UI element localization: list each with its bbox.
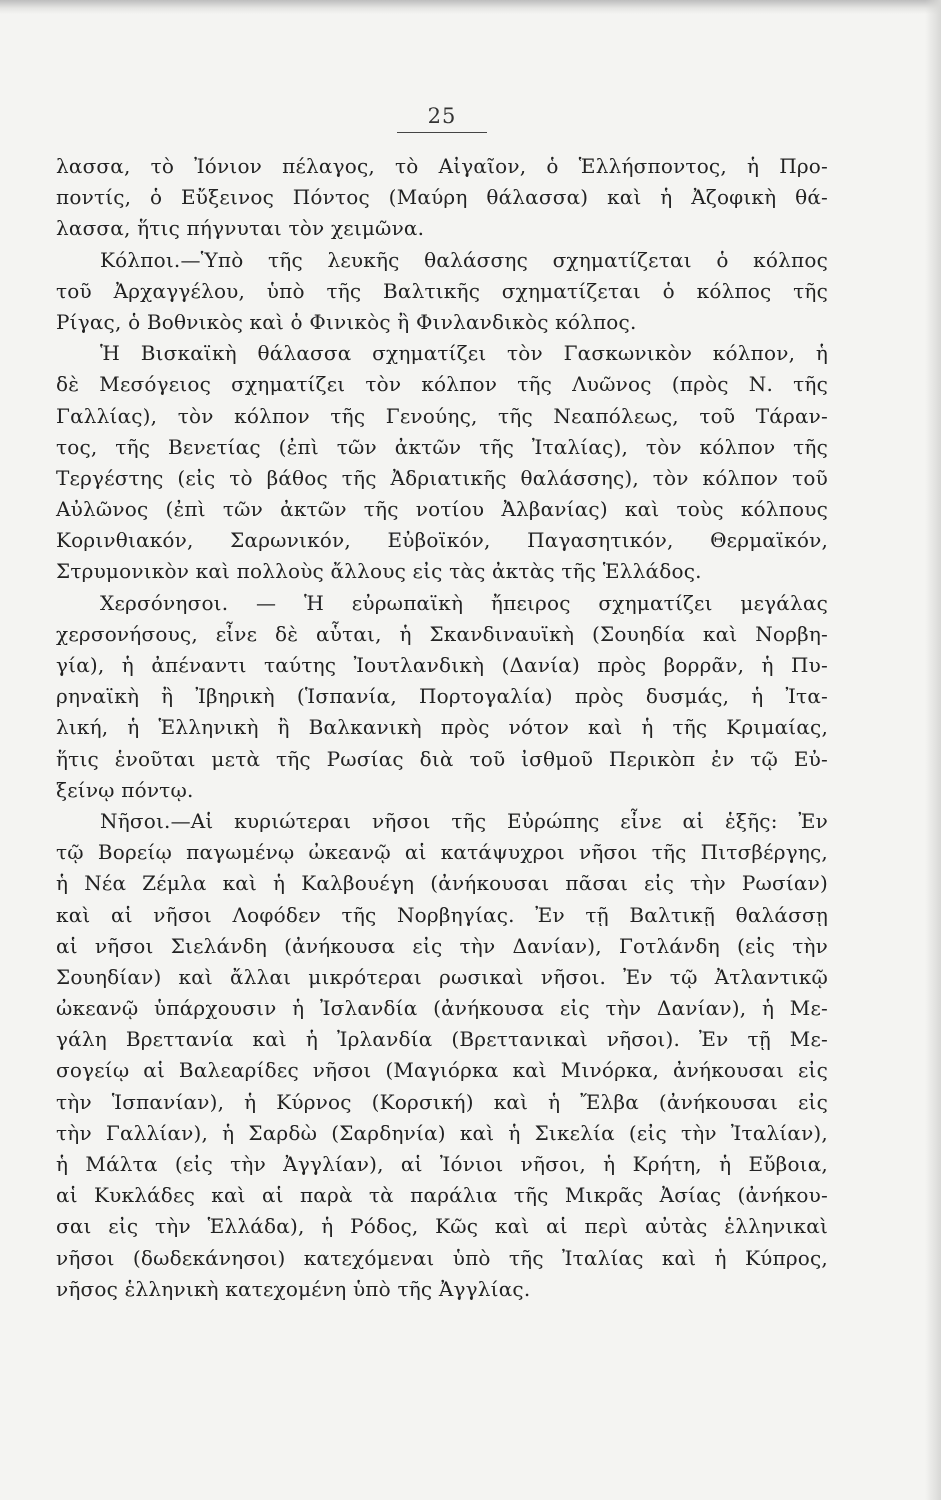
- body-text: [56, 151, 828, 1305]
- text-line: Στρυμονικὸν καὶ πολλοὺς ἄλλους εἰς τὰς ἀκτὰς τῆς Ἑλλάδος.: [56, 559, 702, 584]
- text-line: αἱ Κυκλάδες καὶ αἱ παρὰ τὰ παράλια τῆς Μικρᾶς Ἀσίας (ἀνήκου-: [56, 1183, 828, 1208]
- text-line: Κορινθιακόν, Σαρωνικόν, Εὐβοϊκόν, Παγασητικόν, Θερμαϊκόν,: [56, 528, 828, 553]
- text-line: δὲ Μεσόγειος σχηματίζει τὸν κόλπον τῆς Λυῶνος (πρὸς Ν. τῆς: [56, 372, 828, 397]
- text-line: τὴν Γαλλίαν), ἡ Σαρδὼ (Σαρδηνία) καὶ ἡ Σικελία (εἰς τὴν Ἰταλίαν),: [56, 1120, 828, 1145]
- text-line: λασσα, τὸ Ἰόνιον πέλαγος, τὸ Αἰγαῖον, ὁ Ἑλλήσποντος, ἡ Προ-: [56, 154, 828, 178]
- text-line: ἥτις ἑνοῦται μετὰ τῆς Ρωσίας διὰ τοῦ ἰσθμοῦ Περικὸπ ἐν τῷ Εὐ-: [56, 746, 828, 771]
- text-line: ἡ Νέα Ζέμλα καὶ ἡ Καλβουέγη (ἀνήκουσαι πᾶσαι εἰς τὴν Ρωσίαν): [56, 871, 828, 896]
- text-line: τὴν Ἱσπανίαν), ἡ Κύρνος (Κορσική) καὶ ἡ Ἔλβα (ἀνήκουσαι εἰς: [56, 1089, 828, 1114]
- text-line: νῆσοι (δωδεκάνησοι) κατεχόμεναι ὑπὸ τῆς Ἰταλίας καὶ ἡ Κύπρος,: [56, 1245, 828, 1270]
- text-line: Σουηδίαν) καὶ ἄλλαι μικρότεραι ρωσικαὶ νῆσοι. Ἐν τῷ Ἀτλαντικῷ: [56, 964, 828, 989]
- text-line: χερσονήσους, εἶνε δὲ αὗται, ἡ Σκανδιναυϊκὴ (Σουηδία καὶ Νορβη-: [56, 621, 828, 646]
- scan-right-edge: [925, 0, 941, 1500]
- text-line: νῆσος ἑλληνικὴ κατεχομένη ὑπὸ τῆς Ἀγγλίας.: [56, 1276, 531, 1301]
- page-number: 25: [56, 104, 828, 133]
- text-line: τος, τῆς Βενετίας (ἐπὶ τῶν ἀκτῶν τῆς Ἰταλίας), τὸν κόλπον τῆς: [56, 434, 828, 459]
- text-line: ἡ Μάλτα (εἰς τὴν Ἀγγλίαν), αἱ Ἰόνιοι νῆσοι, ἡ Κρήτη, ἡ Εὔβοια,: [56, 1152, 828, 1176]
- text-line: λασσα, ἥτις πήγνυται τὸν χειμῶνα.: [56, 216, 425, 241]
- section-heading-line: Χερσόνησοι. — Ἡ εὐρωπαϊκὴ ἤπειρος σχηματίζει μεγάλας: [100, 590, 828, 615]
- text-line: σαι εἰς τὴν Ἑλλάδα), ἡ Ρόδος, Κῶς καὶ αἱ περὶ αὐτὰς ἑλληνικαὶ: [56, 1214, 828, 1239]
- text-line: τοῦ Ἀρχαγγέλου, ὑπὸ τῆς Βαλτικῆς σχηματίζεται ὁ κόλπος τῆς: [56, 278, 828, 303]
- text-line: γία), ἡ ἀπέναντι ταύτης Ἰουτλανδικὴ (Δανία) πρὸς βορρᾶν, ἡ Πυ-: [56, 653, 828, 677]
- text-line: σογείῳ αἱ Βαλεαρίδες νῆσοι (Μαγιόρκα καὶ Μινόρκα, ἀνήκουσαι εἰς: [56, 1058, 828, 1083]
- text-line: Ἡ Βισκαϊκὴ θάλασσα σχηματίζει τὸν Γασκωνικὸν κόλπον, ἡ: [100, 341, 828, 366]
- text-line: Αὐλῶνος (ἐπὶ τῶν ἀκτῶν τῆς νοτίου Ἀλβανίας) καὶ τοὺς κόλπους: [56, 497, 828, 522]
- text-line: αἱ νῆσοι Σιελάνδη (ἀνήκουσα εἰς τὴν Δανίαν), Γοτλάνδη (εἰς τὴν: [56, 933, 828, 958]
- text-line: καὶ αἱ νῆσοι Λοφόδεν τῆς Νορβηγίας. Ἐν τῇ Βαλτικῇ θαλάσσῃ: [56, 902, 828, 927]
- section-heading-line: Νῆσοι.—Αἱ κυριώτεραι νῆσοι τῆς Εὐρώπης εἶνε αἱ ἑξῆς: Ἐν: [100, 808, 828, 833]
- section-heading-line: Κόλποι.—Ὑπὸ τῆς λευκῆς θαλάσσης σχηματίζεται ὁ κόλπος: [100, 247, 828, 272]
- text-line: ξείνῳ πόντῳ.: [56, 777, 194, 802]
- text-line: ὠκεανῷ ὑπάρχουσιν ἡ Ἰσλανδία (ἀνήκουσα εἰς τὴν Δανίαν), ἡ Με-: [56, 996, 828, 1021]
- text-line: τῷ Βορείῳ παγωμένῳ ὠκεανῷ αἱ κατάψυχροι νῆσοι τῆς Πιτσβέργης,: [56, 840, 828, 865]
- text-line: Γαλλίας), τὸν κόλπον τῆς Γενούης, τῆς Νεαπόλεως, τοῦ Τάραν-: [56, 403, 828, 428]
- text-line: ποντίς, ὁ Εὔξεινος Πόντος (Μαύρη θάλασσα) καὶ ἡ Ἀζοφικὴ θά-: [56, 185, 828, 210]
- text-line: γάλη Βρεττανία καὶ ἡ Ἰρλανδία (Βρεττανικαὶ νῆσοι). Ἐν τῇ Με-: [56, 1027, 828, 1052]
- scan-top-edge: [0, 0, 941, 14]
- text-line: λική, ἡ Ἑλληνικὴ ἢ Βαλκανικὴ πρὸς νότον καὶ ἡ τῆς Κριμαίας,: [56, 715, 828, 740]
- text-line: Τεργέστης (εἰς τὸ βάθος τῆς Ἀδριατικῆς θαλάσσης), τὸν κόλπον τοῦ: [56, 465, 828, 490]
- text-line: Ρίγας, ὁ Βοθνικὸς καὶ ὁ Φινικὸς ἢ Φινλανδικὸς κόλπος.: [56, 309, 637, 334]
- text-line: ρηναϊκὴ ἢ Ἰβηρικὴ (Ἱσπανία, Πορτογαλία) πρὸς δυσμάς, ἡ Ἰτα-: [56, 684, 828, 709]
